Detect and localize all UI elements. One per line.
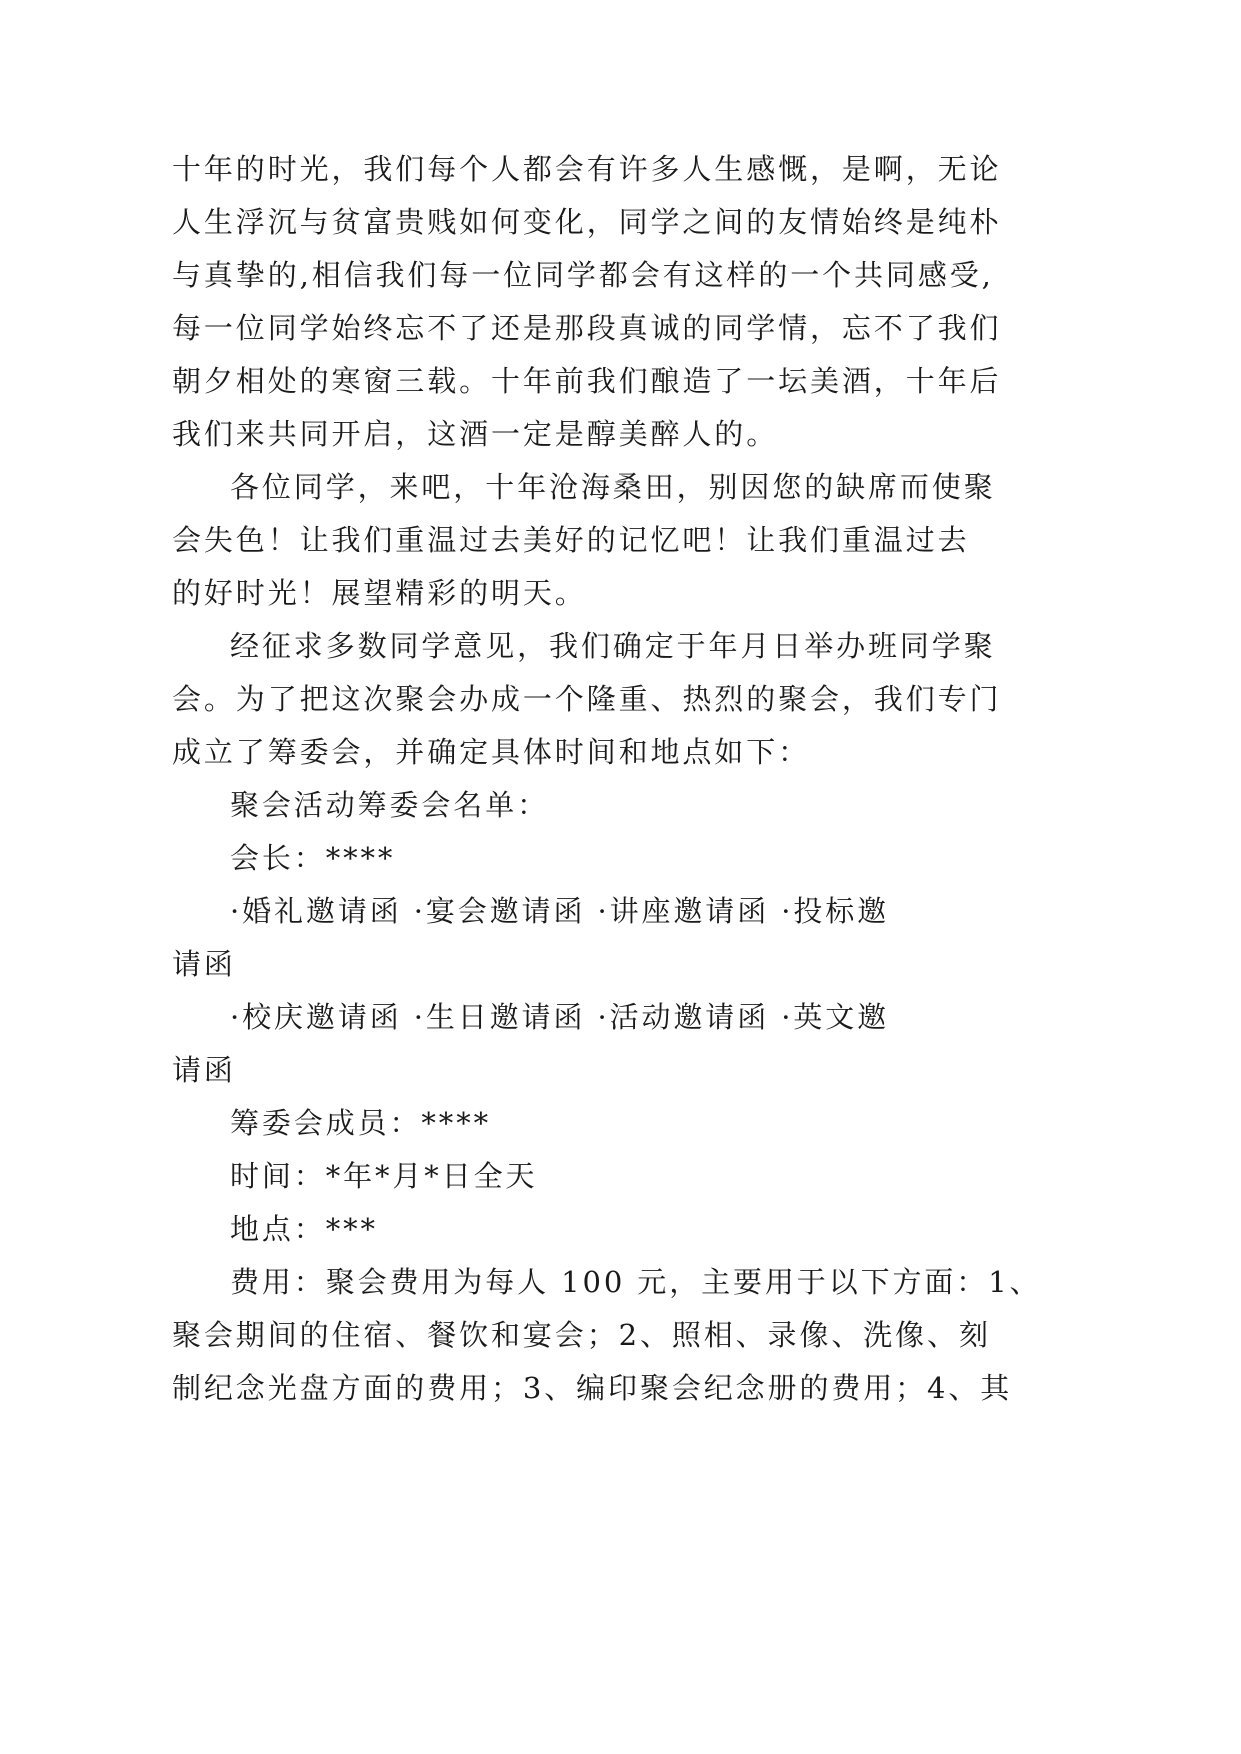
text-line-14: 会长：**** bbox=[230, 841, 396, 875]
text-line-20: 时间：*年*月*日全天 bbox=[230, 1159, 538, 1193]
text-line-1: 十年的时光，我们每个人都会有许多人生感慨，是啊，无论 bbox=[172, 152, 1002, 186]
text-line-2: 人生浮沉与贫富贵贱如何变化，同学之间的友情始终是纯朴 bbox=[172, 205, 1002, 239]
text-line-15: ·婚礼邀请函 ·宴会邀请函 ·讲座邀请函 ·投标邀 bbox=[230, 894, 890, 928]
text-line-19: 筹委会成员：**** bbox=[230, 1106, 492, 1140]
text-line-21: 地点：*** bbox=[230, 1212, 378, 1246]
text-line-7: 各位同学，来吧，十年沧海桑田，别因您的缺席而使聚 bbox=[230, 470, 996, 504]
text-line-13: 聚会活动筹委会名单： bbox=[230, 788, 550, 822]
text-line-16: 请函 bbox=[172, 947, 236, 981]
text-line-5: 朝夕相处的寒窗三载。十年前我们酿造了一坛美酒，十年后 bbox=[172, 364, 1002, 398]
text-line-3: 与真挚的,相信我们每一位同学都会有这样的一个共同感受, bbox=[172, 258, 994, 292]
text-line-9: 的好时光！展望精彩的明天。 bbox=[172, 576, 587, 610]
text-line-12: 成立了筹委会，并确定具体时间和地点如下： bbox=[172, 735, 811, 769]
text-line-8: 会失色！让我们重温过去美好的记忆吧！让我们重温过去 bbox=[172, 523, 970, 557]
text-line-24: 制纪念光盘方面的费用；3、编印聚会纪念册的费用；4、其 bbox=[172, 1371, 1013, 1405]
text-line-22: 费用：聚会费用为每人 100 元，主要用于以下方面：1、 bbox=[230, 1265, 1042, 1299]
text-line-17: ·校庆邀请函 ·生日邀请函 ·活动邀请函 ·英文邀 bbox=[230, 1000, 890, 1034]
text-line-6: 我们来共同开启，这酒一定是醇美醉人的。 bbox=[172, 417, 779, 451]
text-line-10: 经征求多数同学意见，我们确定于年月日举办班同学聚 bbox=[230, 629, 996, 663]
text-line-18: 请函 bbox=[172, 1053, 236, 1087]
text-line-4: 每一位同学始终忘不了还是那段真诚的同学情，忘不了我们 bbox=[172, 311, 1002, 345]
text-line-11: 会。为了把这次聚会办成一个隆重、热烈的聚会，我们专门 bbox=[172, 682, 1002, 716]
text-line-23: 聚会期间的住宿、餐饮和宴会；2、照相、录像、洗像、刻 bbox=[172, 1318, 991, 1352]
